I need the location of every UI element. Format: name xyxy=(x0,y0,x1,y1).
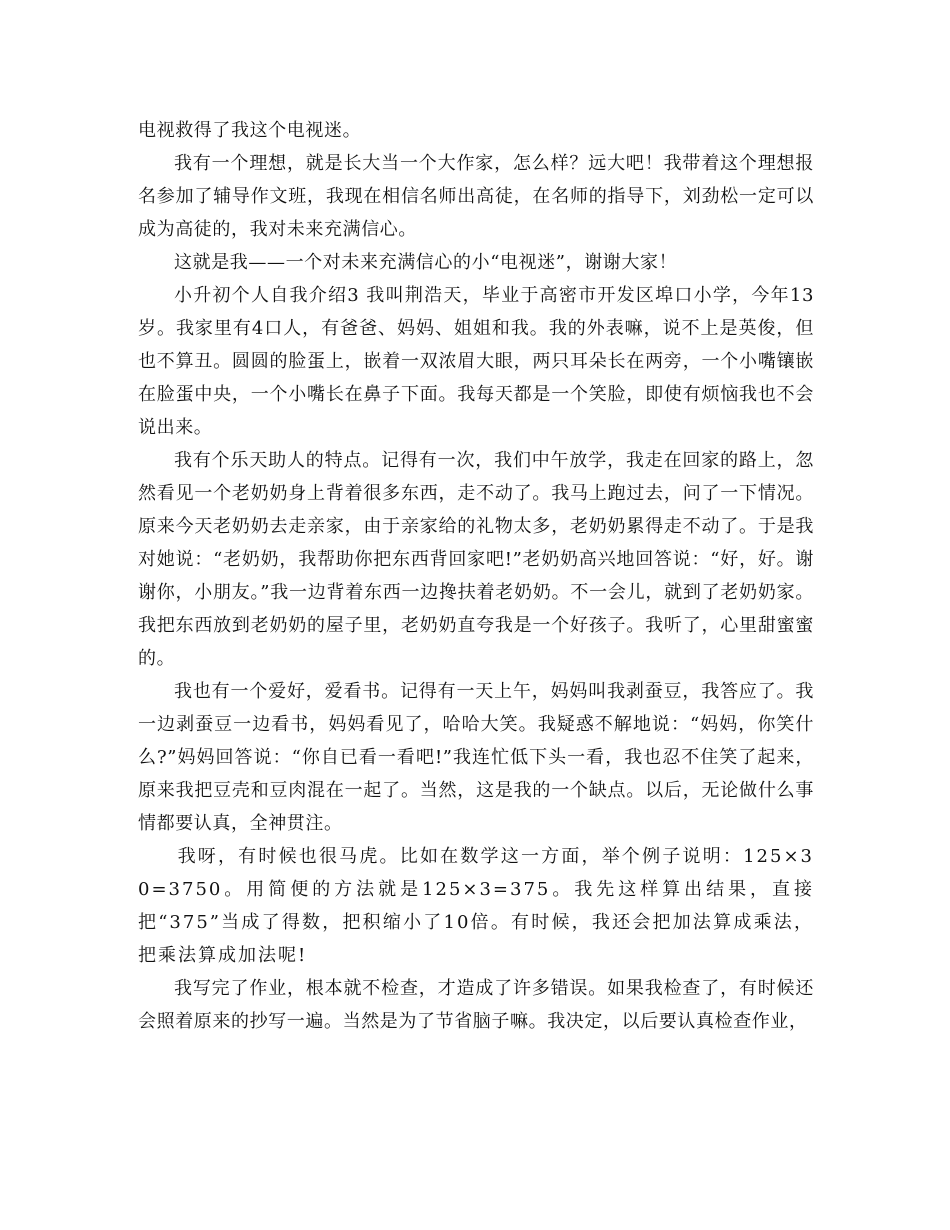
paragraph-3: 这就是我——一个对未来充满信心的小“电视迷”，谢谢大家！ xyxy=(174,252,678,273)
document-page xyxy=(138,114,814,1038)
paragraph-8: 我写完了作业，根本就不检查，才造成了许多错误。如果我检查了，有时候还会照着原来的抄写一遍。当然是为了节省脑子嘛。我决定，以后要认真检查作业， xyxy=(138,978,814,1032)
paragraph-5: 我有个乐天助人的特点。记得有一次，我们中午放学，我走在回家的路上，忽然看见一个老奶奶身上背着很多东西，走不动了。我马上跑过去，问了一下情况。原来今天老奶奶去走亲家，由于亲家给的礼物太多，老奶奶累得走不动了。于是我对她说：“老奶奶，我帮助你把东西背回家吧!”老奶奶高兴地回答说：“好，好。谢谢你，小朋友。”我一边背着东西一边搀扶着老奶奶。不一会儿，就到了老奶奶家。我把东西放到老奶奶的屋子里，老奶奶直夸我是一个好孩子。我听了，心里甜蜜蜜的。 xyxy=(138,450,814,669)
paragraph-7: 我呀，有时候也很马虎。比如在数学这一方面，举个例子说明：125×30=3750。用简便的方法就是125×3=375。我先这样算出结果，直接把“375”当成了得数，把积缩小了10倍。有时候，我还会把加法算成乘法，把乘法算成加法呢! xyxy=(138,846,814,966)
paragraph-4: 小升初个人自我介绍3 我叫荆浩天，毕业于高密市开发区埠口小学，今年13岁。我家里有4口人，有爸爸、妈妈、姐姐和我。我的外表嘛，说不上是英俊，但也不算丑。圆圆的脸蛋上，嵌着一双浓眉大眼，两只耳朵长在两旁，一个小嘴镶嵌在脸蛋中央，一个小嘴长在鼻子下面。我每天都是一个笑脸，即使有烦恼我也不会说出来。 xyxy=(138,285,814,438)
paragraph-2: 我有一个理想，就是长大当一个大作家，怎么样？远大吧！我带着这个理想报名参加了辅导作文班，我现在相信名师出高徒，在名师的指导下，刘劲松一定可以成为高徒的，我对未来充满信心。 xyxy=(138,153,814,240)
paragraph-6: 我也有一个爱好，爱看书。记得有一天上午，妈妈叫我剥蚕豆，我答应了。我一边剥蚕豆一边看书，妈妈看见了，哈哈大笑。我疑惑不解地说：“妈妈，你笑什么?”妈妈回答说：“你自已看一看吧!”我连忙低下头一看，我也忍不住笑了起来，原来我把豆壳和豆肉混在一起了。当然，这是我的一个缺点。以后，无论做什么事情都要认真，全神贯注。 xyxy=(138,681,814,834)
paragraph-1: 电视救得了我这个电视迷。 xyxy=(138,120,362,141)
